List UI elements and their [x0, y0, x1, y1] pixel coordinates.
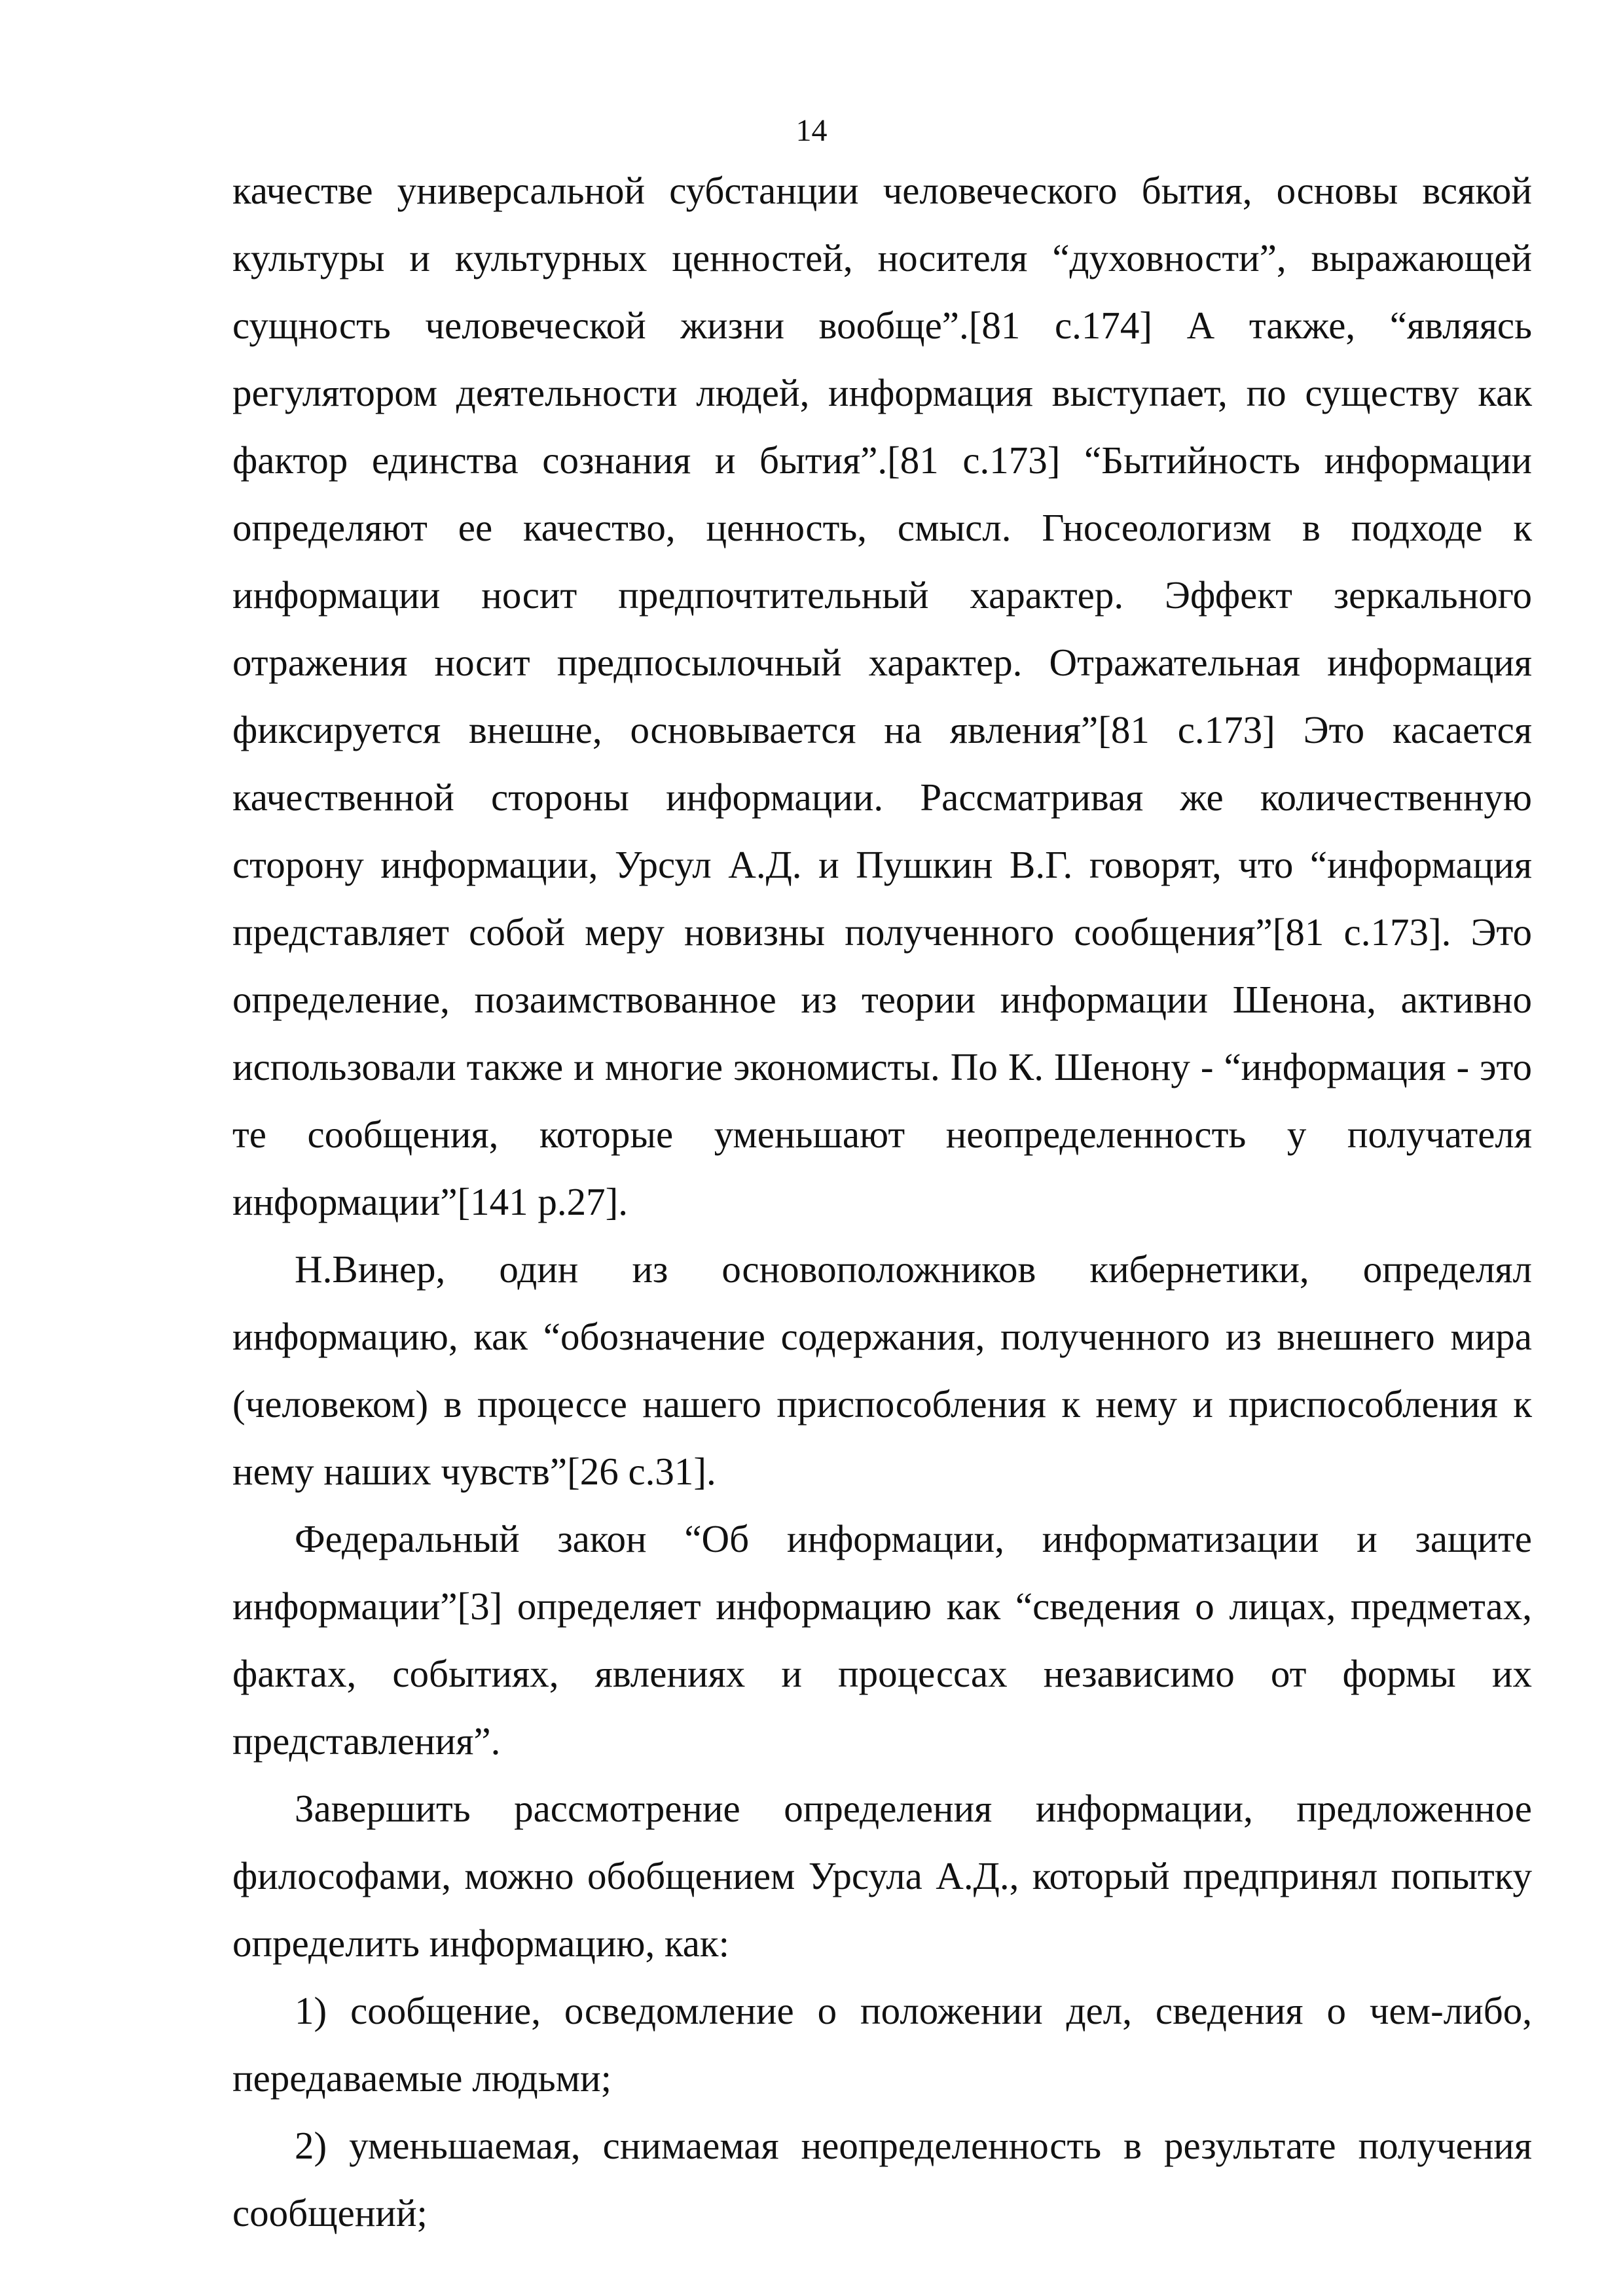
paragraph-wiener: Н.Винер, один из основоположников кибернетики, определял информацию, как “обозначение содержания, полученного из внешнего мира (человеком) в процессе нашего приспособления к нему и приспособления к нему наших чувств”[26 с.31]. — [232, 1247, 1532, 1493]
body-text — [232, 157, 1532, 2247]
page-number: 14 — [795, 113, 828, 148]
paragraph-continuation: качестве универсальной субстанции человеческого бытия, основы всякой культуры и культурных ценностей, носителя “духовности”, выражающей сущность человеческой жизни вообще”.[81 с.174] А также, “являясь регулятором деятельности людей, информация выступает, по существу как фактор единства сознания и бытия”.[81 с.173] “Бытийность информации определяют ее качество, ценность, смысл. Гносеологизм в подходе к информации носит предпочтительный характер. Эффект зеркального отражения носит предпосылочный характер. Отражательная информация фиксируется внешне, основывается на явления”[81 с.173] Это касается качественной стороны информации. Рассматривая же количественную сторону информации, Урсул А.Д. и Пушкин В.Г. говорят, что “информация представляет собой меру новизны полученного сообщения”[81 с.173]. Это определение, позаимствованное из теории информации Шенона, активно использовали также и многие экономисты. По К. Шенону - “информация - это те сообщения, которые уменьшают неопределенность у получателя информации”[141 р.27]. — [232, 169, 1532, 1223]
paragraph-ursul-intro: Завершить рассмотрение определения информации, предложенное философами, можно обобщением Урсула А.Д., который предпринял попытку определить информацию, как: — [232, 1787, 1532, 1965]
list-item-1: 1) сообщение, осведомление о положении дел, сведения о чем-либо, передаваемые людьми; — [232, 1989, 1532, 2100]
paragraph-federal-law: Федеральный закон “Об информации, информатизации и защите информации”[3] определяет информацию как “сведения о лицах, предметах, фактах, событиях, явлениях и процессах независимо от формы их представления”. — [232, 1517, 1532, 1763]
list-item-2: 2) уменьшаемая, снимаемая неопределенность в результате получения сообщений; — [232, 2124, 1532, 2234]
